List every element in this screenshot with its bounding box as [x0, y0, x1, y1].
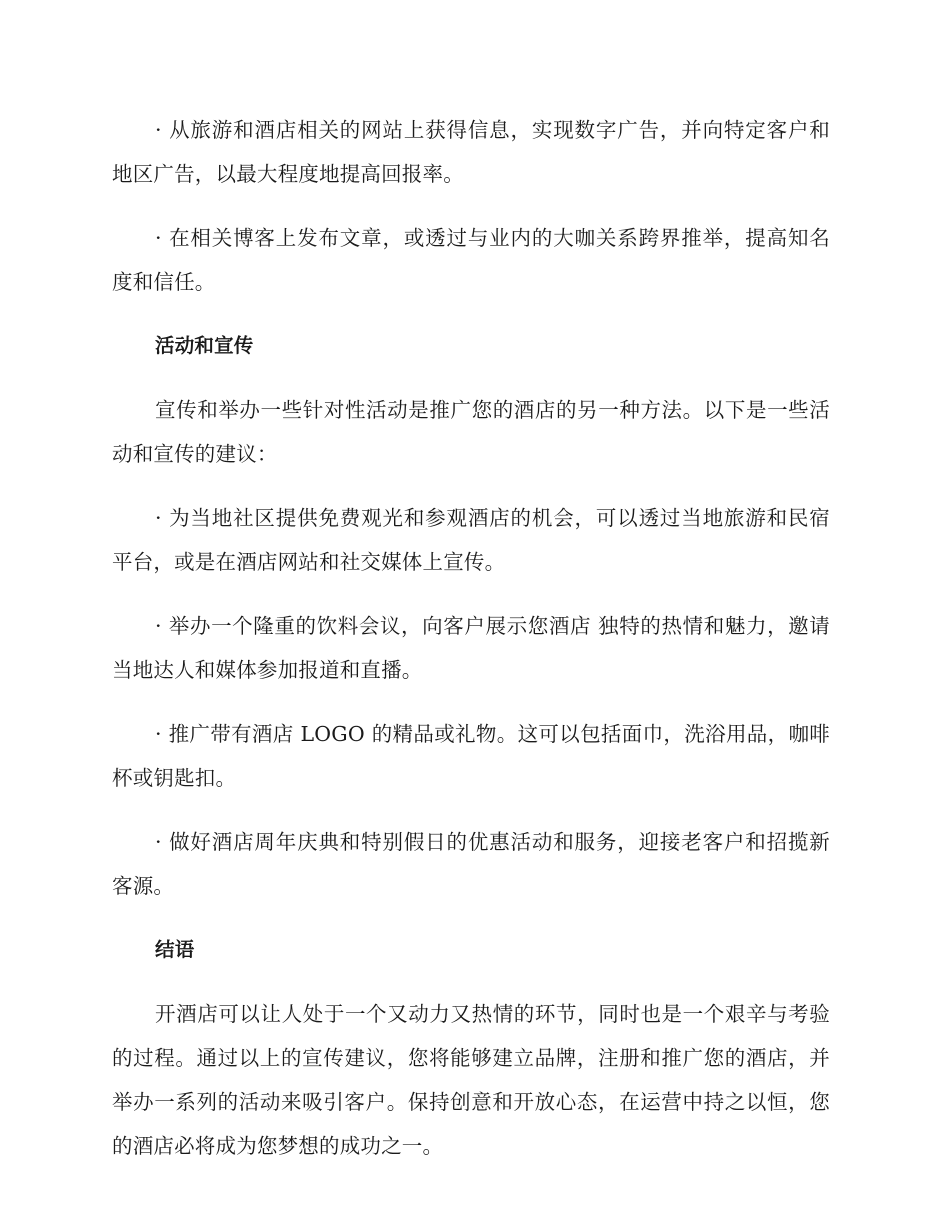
bullet-paragraph-beverage-meeting: · 举办一个隆重的饮料会议，向客户展示您酒店 独特的热情和魅力，邀请当地达人和媒体参加报道和直播。: [112, 614, 830, 682]
section-heading-conclusion: 结语: [155, 938, 195, 961]
bullet-paragraph-blog-articles: · 在相关博客上发布文章，或透过与业内的大咖关系跨界推举，提高知名度和信任。: [112, 226, 830, 294]
bullet-paragraph-logo-gifts: · 推广带有酒店 LOGO 的精品或礼物。这可以包括面巾，洗浴用品，咖啡杯或钥匙扣。: [112, 722, 830, 790]
paragraph-conclusion: 开酒店可以让人处于一个又动力又热情的环节，同时也是一个艰辛与考验的过程。通过以上的宣传建议，您将能够建立品牌，注册和推广您的酒店，并举办一系列的活动来吸引客户。保持创意和开放心态，在运营中持之以恒，您的酒店必将成为您梦想的成功之一。: [112, 1002, 830, 1158]
section-heading-events: 活动和宣传: [155, 334, 254, 357]
bullet-paragraph-digital-ads: · 从旅游和酒店相关的网站上获得信息，实现数字广告，并向特定客户和地区广告，以最大程度地提高回报率。: [112, 118, 830, 186]
bullet-paragraph-free-tours: · 为当地社区提供免费观光和参观酒店的机会，可以透过当地旅游和民宿平台，或是在酒店网站和社交媒体上宣传。: [112, 506, 830, 574]
bullet-paragraph-anniversary: · 做好酒店周年庆典和特别假日的优惠活动和服务，迎接老客户和招揽新客源。: [112, 830, 830, 898]
paragraph-events-intro: 宣传和举办一些针对性活动是推广您的酒店的另一种方法。以下是一些活动和宣传的建议：: [112, 398, 830, 466]
document-page: [112, 108, 830, 1188]
